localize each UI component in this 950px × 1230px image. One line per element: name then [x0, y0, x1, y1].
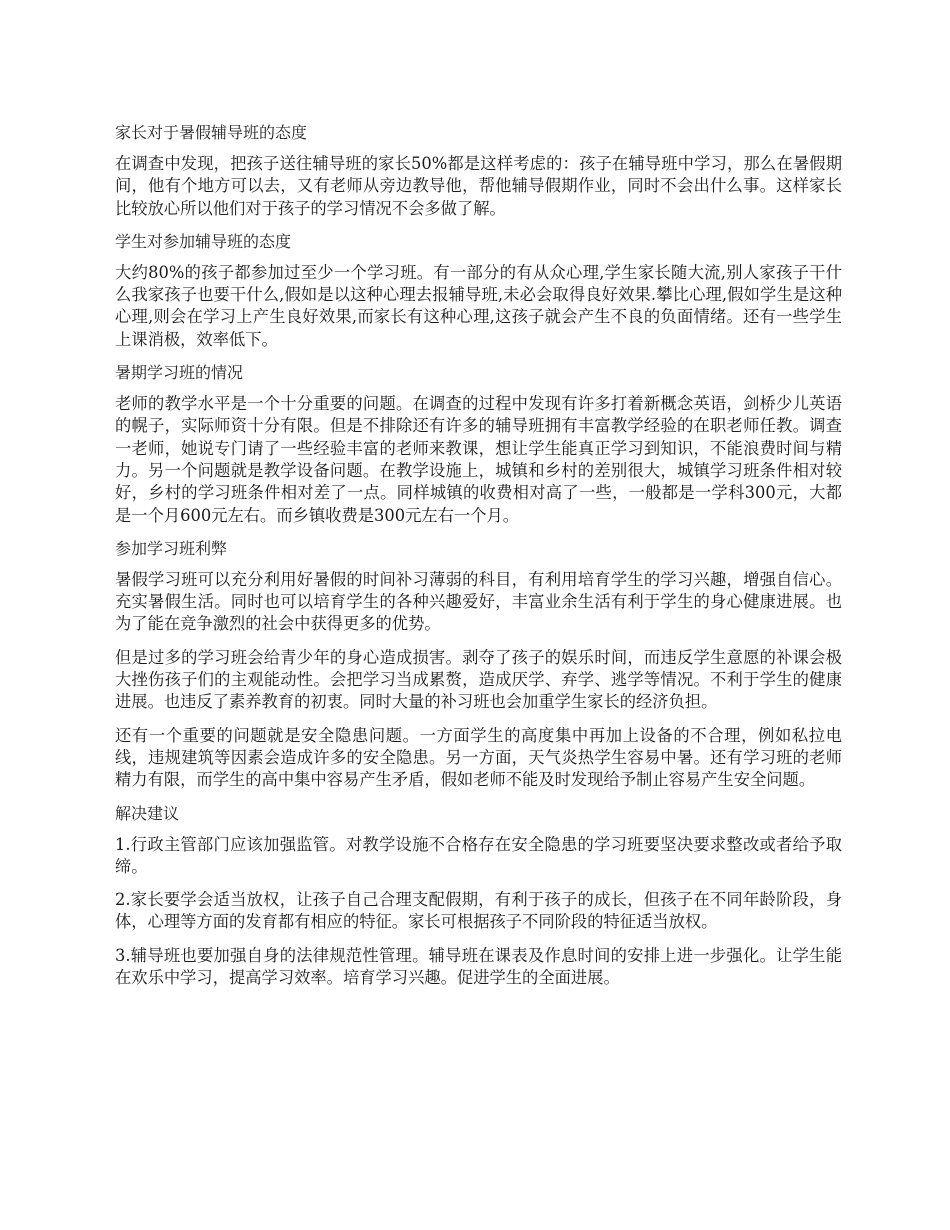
paragraph-cons: 但是过多的学习班会给青少年的身心造成损害。剥夺了孩子的娱乐时间，而违反学生意愿的补课会极大挫伤孩子们的主观能动性。会把学习当成累赘，造成厌学、弃学、逃学等情况。不利于学生的健康进展。也违反了素养教育的初衷。同时大量的补习班也会加重学生家长的经济负担。 [115, 647, 842, 712]
suggestion-item-2: 2.家长要学会适当放权，让孩子自己合理支配假期，有利于孩子的成长，但孩子在不同年龄阶段，身体，心理等方面的发育都有相应的特征。家长可根据孩子不同阶段的特征适当放权。 [115, 890, 842, 932]
section-heading-pros-cons: 参加学习班利弊 [115, 538, 228, 558]
section-heading-parent-attitude: 家长对于暑假辅导班的态度 [115, 123, 308, 142]
section-heading-summer-class-situation: 暑期学习班的情况 [115, 363, 244, 383]
paragraph-student-attitude: 大约80%的孩子都参加过至少一个学习班。有一部分的有从众心理,学生家长随大流,别人家孩子干什么我家孩子也要干什么,假如是以这种心理去报辅导班,未必会取得良好效果.攀比心理,假如学生是这种心理,则会在学习上产生良好效果,而家长有这种心理,这孩子就会产生不良的负面情绪。还有一些学生上课消极，效率低下。 [115, 262, 842, 349]
section-heading-suggestions: 解决建议 [115, 803, 180, 823]
section-heading-student-attitude: 学生对参加辅导班的态度 [115, 231, 292, 251]
document-body [115, 118, 842, 1000]
paragraph-safety: 还有一个重要的问题就是安全隐患问题。一方面学生的高度集中再加上设备的不合理，例如私拉电线，违规建筑等因素会造成许多的安全隐患。另一方面，天气炎热学生容易中暑。还有学习班的老师精力有限，而学生的高中集中容易产生矛盾，假如老师不能及时发现给予制止容易产生安全问题。 [115, 725, 842, 790]
paragraph-summer-class-situation: 老师的教学水平是一个十分重要的问题。在调查的过程中发现有许多打着新概念英语，剑桥少儿英语的幌子，实际师资十分有限。但是不排除还有许多的辅导班拥有丰富教学经验的在职老师任教。调查一老师，她说专门请了一些经验丰富的老师来教课，想让学生能真正学习到知识，不能浪费时间与精力。另一个问题就是教学设备问题。在教学设施上，城镇和乡村的差别很大，城镇学习班条件相对较好，乡村的学习班条件相对差了一点。同样城镇的收费相对高了一些，一般都是一学科300元，大都是一个月600元左右。而乡镇收费是300元左右一个月。 [115, 394, 842, 525]
paragraph-parent-attitude: 在调查中发现，把孩子送往辅导班的家长50%都是这样考虑的：孩子在辅导班中学习，那么在暑假期间，他有个地方可以去，又有老师从旁边教导他，帮他辅导假期作业，同时不会出什么事。这样家长比较放心所以他们对于孩子的学习情况不会多做了解。 [115, 154, 842, 218]
suggestion-item-3: 3.辅导班也要加强自身的法律规范性管理。辅导班在课表及作息时间的安排上进一步强化。让学生能在欢乐中学习，提高学习效率。培育学习兴趣。促进学生的全面进展。 [115, 945, 842, 988]
paragraph-pros: 暑假学习班可以充分利用好暑假的时间补习薄弱的科目，有利用培育学生的学习兴趣，增强自信心。充实暑假生活。同时也可以培育学生的各种兴趣爱好，丰富业余生活有利于学生的身心健康进展。也为了能在竞争激烈的社会中获得更多的优势。 [115, 569, 842, 634]
suggestion-item-1: 1.行政主管部门应该加强监管。对教学设施不合格存在安全隐患的学习班要坚决要求整改或者给予取缔。 [115, 834, 842, 876]
